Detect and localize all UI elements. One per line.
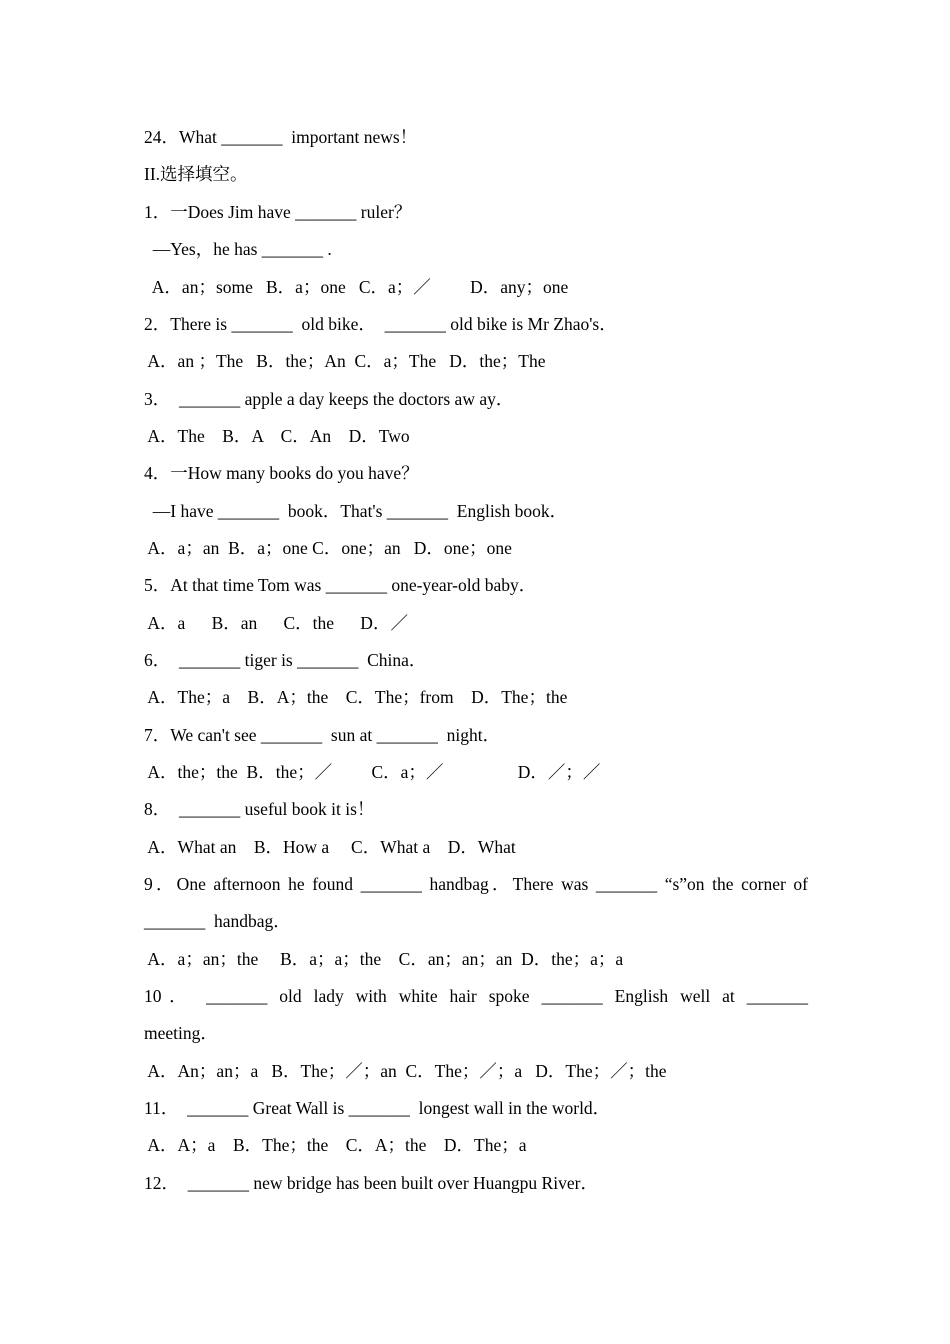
question-8-options: A．What an B．How a C．What a D．What (144, 837, 516, 857)
question-6: 6． _______ tiger is _______ China． (144, 650, 427, 670)
question-2: 2．There is _______ old bike． _______ old bike is Mr Zhao's． (144, 314, 617, 334)
question-1-options: A．an；some B．a；one C．a；／ D．any；one (144, 277, 569, 297)
question-5-options: A．a B．an C．the D．／ (144, 613, 408, 633)
question-11: 11． _______ Great Wall is _______ longest wall in the world． (144, 1098, 611, 1118)
question-9-continued: _______ handbag． (144, 911, 291, 931)
question-4-options: A．a；an B．a；one C．one；an D．one；one (144, 538, 512, 558)
question-6-options: A．The；a B．A；the C．The；from D．The；the (144, 687, 568, 707)
question-1: 1．一Does Jim have _______ ruler？ (144, 202, 412, 222)
question-9-options: A．a；an；the B．a；a；the C．an；an；an D．the；a；a (144, 949, 624, 969)
question-1-response: —Yes，he has _______ . (144, 239, 332, 259)
question-7: 7．We can't see _______ sun at _______ night． (144, 725, 501, 745)
question-10-continued: meeting． (144, 1023, 218, 1043)
question-11-options: A．A；a B．The；the C．A；the D．The；a (144, 1135, 527, 1155)
question-8: 8． _______ useful book it is！ (144, 799, 375, 819)
question-5: 5．At that time Tom was _______ one-year-old baby． (144, 575, 537, 595)
question-4-response: —I have _______ book．That's _______ English book． (144, 501, 568, 521)
question-24: 24．What _______ important news！ (144, 127, 418, 147)
question-9: 9．One afternoon he found _______ handbag．There was _______ “s”on the corner of (144, 874, 808, 894)
question-4: 4．一How many books do you have？ (144, 463, 419, 483)
question-3-options: A．The B．A C．An D．Two (144, 426, 410, 446)
question-2-options: A．an ；The B．the；An C．a；The D．the；The (144, 351, 546, 371)
question-12: 12． _______ new bridge has been built over Huangpu River． (144, 1173, 598, 1193)
question-10: 10． _______ old lady with white hair spoke _______ English well at _______ (144, 986, 808, 1006)
question-3: 3． _______ apple a day keeps the doctors aw ay． (144, 389, 514, 409)
section-heading: II.选择填空。 (144, 164, 248, 184)
question-10-options: A．An；an；a B．The；／；an C．The；／；a D．The；／；the (144, 1061, 667, 1081)
question-7-options: A．the；the B．the；／ C．a；／ D．／；／ (144, 762, 601, 782)
